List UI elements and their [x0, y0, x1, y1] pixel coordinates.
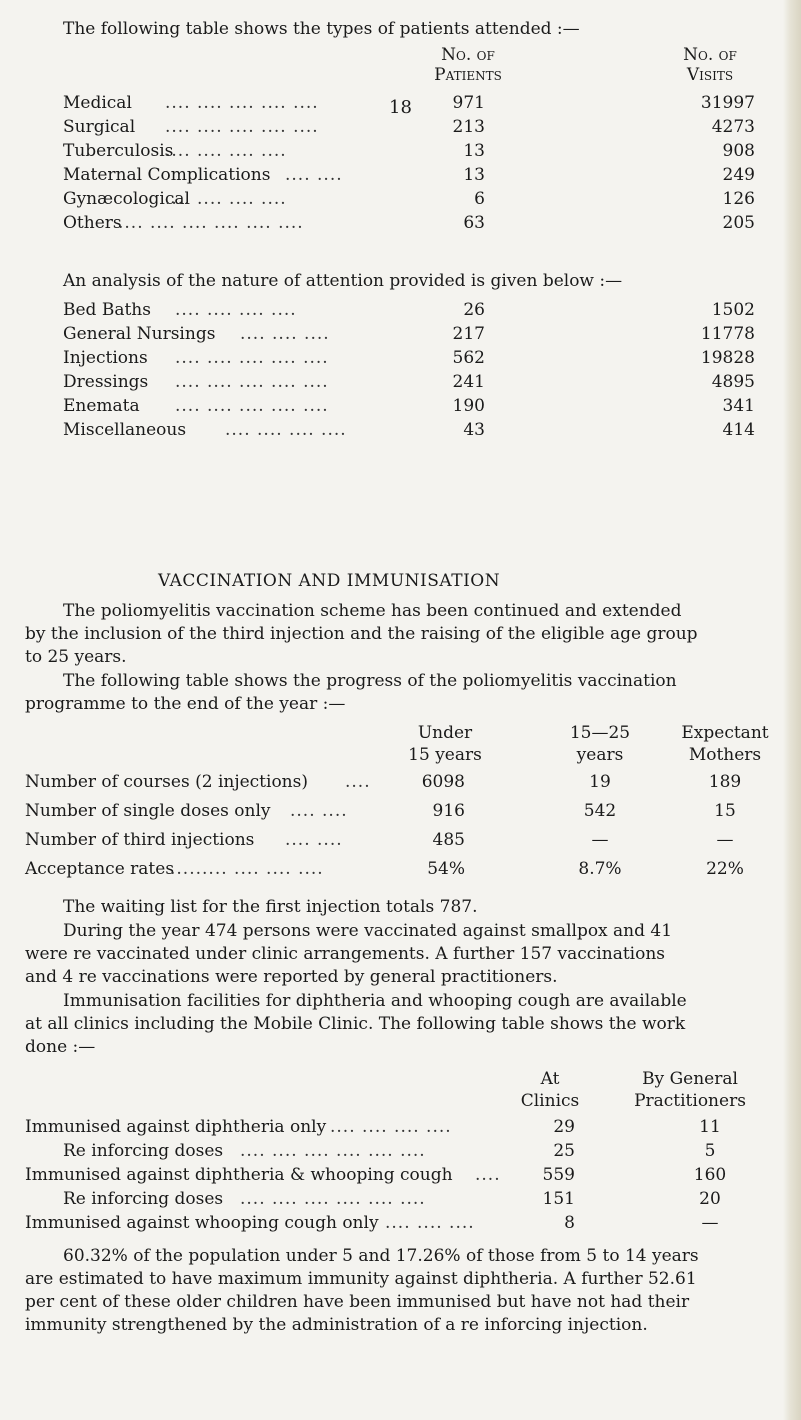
gp-value: 5: [704, 1141, 716, 1161]
patients-value: 217: [452, 324, 485, 344]
dot-leader: .... .... ....: [385, 1213, 475, 1233]
dot-leader: .... .... .... ....: [165, 189, 287, 209]
under15-value: 916: [432, 801, 465, 821]
patients-value: 241: [452, 372, 485, 392]
col-header-patients-2: Patients: [434, 65, 502, 85]
mothers-value: 189: [708, 772, 742, 792]
dot-leader: .... .... .... ....: [175, 300, 297, 320]
dot-leader: .... .... ....: [240, 324, 330, 344]
dot-leader: .... .... .... .... .... ....: [240, 1141, 426, 1161]
vacc-para3-line2: were re vaccinated under clinic arrangements. A further 157 vaccinations: [25, 944, 666, 964]
dot-leader: .... .... .... ....: [165, 141, 287, 161]
col-header-15-25-1: 15—25: [569, 723, 631, 743]
dot-leader: .... .... .... .... .... ....: [240, 1189, 426, 1209]
patients-value: 63: [463, 213, 485, 233]
patients-value: 971: [452, 93, 485, 113]
row-label: Re inforcing doses: [63, 1189, 224, 1209]
row-label: Dressings: [63, 372, 149, 392]
vacc-para3-line3: and 4 re vaccinations were reported by general practitioners.: [25, 967, 558, 987]
col-header-mothers-2: Mothers: [688, 745, 762, 765]
row-label: Number of single doses only: [25, 801, 271, 821]
patients-value: 26: [463, 300, 485, 320]
row-label: General Nursings: [63, 324, 216, 344]
row-label: Injections: [63, 348, 148, 368]
row-label: Miscellaneous: [63, 420, 187, 440]
gp-value: 20: [699, 1189, 721, 1209]
col-header-gp-2: Practitioners: [634, 1091, 746, 1111]
row-label: Acceptance rates: [25, 859, 175, 879]
clinics-value: 559: [542, 1165, 575, 1185]
dot-leader: .... ....: [285, 165, 343, 185]
clinics-value: 8: [564, 1213, 575, 1233]
page-edge-shadow: [783, 0, 801, 1420]
15-25-value: 19: [589, 772, 611, 792]
col-header-visits-1: No. of: [683, 45, 737, 65]
gp-value: —: [701, 1213, 719, 1233]
dot-leader: .... .... .... ....: [225, 420, 347, 440]
row-label: Medical: [63, 93, 132, 113]
visits-value: 414: [722, 420, 755, 440]
visits-value: 4895: [711, 372, 755, 392]
mothers-value: 22%: [706, 859, 744, 879]
dot-leader: ......... .... .... ....: [170, 859, 324, 879]
dot-leader: .... ....: [290, 801, 348, 821]
patients-value: 562: [452, 348, 485, 368]
row-label: Number of courses (2 injections): [25, 772, 308, 792]
col-header-mothers-1: Expectant: [681, 723, 769, 743]
dot-leader: .... .... .... .... ....: [165, 117, 319, 137]
vacc-para4-line2: at all clinics including the Mobile Clinic. The following table shows the work: [25, 1014, 686, 1034]
visits-value: 205: [722, 213, 755, 233]
row-label: Tuberculosis: [63, 141, 174, 161]
vacc-para4-line1: Immunisation facilities for diphtheria and whooping cough are available: [63, 991, 687, 1011]
visits-value: 126: [722, 189, 755, 209]
patients-value: 13: [463, 165, 485, 185]
clinics-value: 151: [542, 1189, 575, 1209]
row-label: Bed Baths: [63, 300, 151, 320]
visits-value: 1502: [711, 300, 755, 320]
section1-intro-text: The following table shows the types of patients attended :—: [63, 19, 580, 39]
vaccination-heading: VACCINATION AND IMMUNISATION: [158, 571, 501, 591]
mothers-value: 15: [714, 801, 736, 821]
closing-line4: immunity strengthened by the administration of a re inforcing injection.: [25, 1315, 648, 1335]
under15-value: 6098: [421, 772, 465, 792]
visits-value: 11778: [700, 324, 755, 344]
patients-value: 43: [463, 420, 485, 440]
visits-value: 341: [722, 396, 755, 416]
dot-leader: .... .... .... .... ....: [165, 93, 319, 113]
vacc-para1-line2: by the inclusion of the third injection and the raising of the eligible age group: [25, 624, 698, 644]
patients-value: 13: [463, 141, 485, 161]
col-header-patients-1: No. of: [441, 45, 495, 65]
col-header-under15-2: 15 years: [408, 745, 482, 765]
dot-leader: .... .... .... ....: [330, 1117, 452, 1137]
visits-value: 19828: [700, 348, 755, 368]
dot-leader: ....: [475, 1165, 501, 1185]
dot-leader: .... .... .... .... .... ....: [118, 213, 304, 233]
visits-value: 4273: [711, 117, 755, 137]
closing-line2: are estimated to have maximum immunity against diphtheria. A further 52.61: [25, 1269, 697, 1289]
page-number: 18: [389, 97, 412, 118]
vacc-para4-line3: done :—: [25, 1037, 96, 1057]
gp-value: 11: [699, 1117, 721, 1137]
15-25-value: 8.7%: [578, 859, 622, 879]
row-label: Immunised against diphtheria & whooping cough: [25, 1165, 453, 1185]
clinics-value: 25: [553, 1141, 575, 1161]
mothers-value: —: [716, 830, 734, 850]
visits-value: 249: [722, 165, 755, 185]
col-header-visits-2: Visits: [686, 65, 734, 85]
col-header-clinics-1: At: [540, 1069, 560, 1089]
dot-leader: ....: [345, 772, 371, 792]
row-label: Surgical: [63, 117, 136, 137]
col-header-15-25-2: years: [576, 745, 624, 765]
row-label: Re inforcing doses: [63, 1141, 224, 1161]
visits-value: 908: [722, 141, 755, 161]
vacc-para1-line3: to 25 years.: [25, 647, 127, 667]
row-label: Number of third injections: [25, 830, 255, 850]
patients-value: 190: [452, 396, 485, 416]
row-label: Immunised against whooping cough only: [25, 1213, 379, 1233]
gp-value: 160: [693, 1165, 727, 1185]
15-25-value: 542: [583, 801, 617, 821]
section2-intro: An analysis of the nature of attention provided is given below :—: [63, 271, 623, 291]
row-label: Enemata: [63, 396, 140, 416]
visits-value: 31997: [700, 93, 755, 113]
waiting-list-note: The waiting list for the first injection totals 787.: [63, 897, 478, 917]
clinics-value: 29: [553, 1117, 575, 1137]
closing-line1: 60.32% of the population under 5 and 17.26% of those from 5 to 14 years: [63, 1246, 699, 1266]
patients-value: 213: [452, 117, 485, 137]
dot-leader: .... .... .... .... ....: [175, 348, 329, 368]
vacc-para1-line1: The poliomyelitis vaccination scheme has been continued and extended: [63, 601, 682, 621]
under15-value: 485: [432, 830, 465, 850]
col-header-under15-1: Under: [417, 723, 473, 743]
under15-value: 54%: [427, 859, 465, 879]
dot-leader: .... .... .... .... ....: [175, 396, 329, 416]
dot-leader: .... ....: [285, 830, 343, 850]
closing-line3: per cent of these older children have been immunised but have not had their: [25, 1292, 690, 1312]
row-label: Gynæcological: [63, 189, 190, 209]
dot-leader: .... .... .... .... ....: [175, 372, 329, 392]
col-header-clinics-2: Clinics: [520, 1091, 580, 1111]
row-label: Maternal Complications: [63, 165, 271, 185]
col-header-gp-1: By General: [642, 1069, 738, 1089]
patients-value: 6: [474, 189, 485, 209]
15-25-value: —: [591, 830, 609, 850]
row-label: Immunised against diphtheria only: [25, 1117, 327, 1137]
vacc-para3-line1: During the year 474 persons were vaccinated against smallpox and 41: [63, 921, 673, 941]
row-label: Others: [63, 213, 122, 233]
vacc-para2-line2: programme to the end of the year :—: [25, 694, 346, 714]
vacc-para2-line1: The following table shows the progress of the poliomyelitis vaccination: [63, 671, 677, 691]
